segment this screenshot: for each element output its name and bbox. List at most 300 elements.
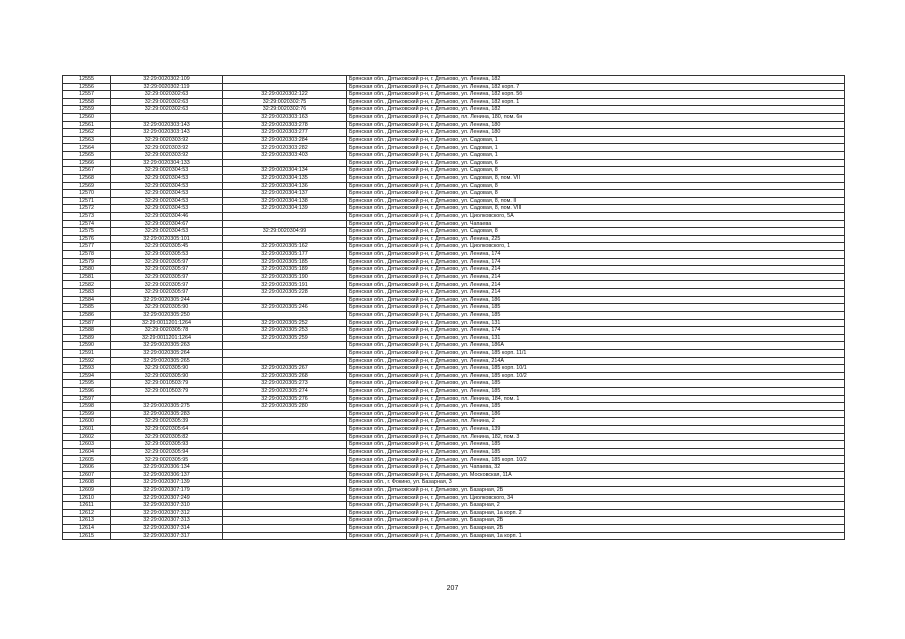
table-row xyxy=(63,334,845,342)
table-row xyxy=(63,136,845,144)
object-cadastral-number-cell: 32:29:0020305:274 xyxy=(223,387,347,395)
object-cadastral-number-cell: 32:29:0020302:122 xyxy=(223,91,347,99)
address-cell: Брянская обл., Дятьковский р-н, г. Дятьково, ул. Ленина, 186А xyxy=(347,342,845,350)
row-number-cell: 12582 xyxy=(63,281,111,289)
row-number-cell: 12601 xyxy=(63,426,111,434)
table-row xyxy=(63,349,845,357)
address-cell: Брянская обл., Дятьковский р-н, г. Дятьково, ул. Ленина, 185 xyxy=(347,441,845,449)
table-row xyxy=(63,357,845,365)
object-cadastral-number-cell: 32:29:0020305:273 xyxy=(223,380,347,388)
table-row xyxy=(63,426,845,434)
row-number-cell: 12575 xyxy=(63,228,111,236)
row-number-cell: 12599 xyxy=(63,410,111,418)
row-number-cell: 12559 xyxy=(63,106,111,114)
address-cell: Брянская обл., Дятьковский р-н, г. Дятьково, ул. Ленина, 174 xyxy=(347,258,845,266)
address-cell: Брянская обл., Дятьковский р-н, г. Дятьково, ул. Чапаева, 32 xyxy=(347,464,845,472)
table-row xyxy=(63,182,845,190)
cadastral-number-cell: 32:29:0020305:93 xyxy=(111,441,223,449)
object-cadastral-number-cell: 32:29:0020303:278 xyxy=(223,121,347,129)
row-number-cell: 12555 xyxy=(63,76,111,84)
address-cell: Брянская обл., Дятьковский р-н, г. Дятьково, ул. Ленина, 185 xyxy=(347,380,845,388)
table-row xyxy=(63,304,845,312)
cadastral-number-cell: 32:29:0020305:265 xyxy=(111,357,223,365)
table-row xyxy=(63,494,845,502)
object-cadastral-number-cell xyxy=(223,448,347,456)
row-number-cell: 12570 xyxy=(63,190,111,198)
object-cadastral-number-cell: 32:29:0020305:228 xyxy=(223,289,347,297)
row-number-cell: 12576 xyxy=(63,235,111,243)
table-row xyxy=(63,311,845,319)
address-cell: Брянская обл., Дятьковский р-н, г. Дятьково, ул. Садовая, 6 xyxy=(347,159,845,167)
cadastral-number-cell: 32:29:0020303:92 xyxy=(111,136,223,144)
row-number-cell: 12605 xyxy=(63,456,111,464)
object-cadastral-number-cell: 32:29:0020305:185 xyxy=(223,258,347,266)
row-number-cell: 12561 xyxy=(63,121,111,129)
cadastral-number-cell: 32:29:0020304:46 xyxy=(111,212,223,220)
table-row xyxy=(63,121,845,129)
object-cadastral-number-cell xyxy=(223,83,347,91)
table-row xyxy=(63,144,845,152)
cadastral-number-cell: 32:29:0020302:119 xyxy=(111,83,223,91)
address-cell: Брянская обл., Дятьковский р-н, г. Дятьково, ул. Базарная, 2Б xyxy=(347,517,845,525)
table-row xyxy=(63,258,845,266)
row-number-cell: 12563 xyxy=(63,136,111,144)
address-cell: Брянская обл., Дятьковский р-н, г. Дятьково, ул. Ленина, 131 xyxy=(347,334,845,342)
object-cadastral-number-cell: 32:29:0020303:282 xyxy=(223,144,347,152)
table-row xyxy=(63,433,845,441)
object-cadastral-number-cell xyxy=(223,76,347,84)
address-cell: Брянская обл., Дятьковский р-н, г. Дятьково, ул. Ленина, 185 корп. 10/1 xyxy=(347,365,845,373)
table-row xyxy=(63,464,845,472)
table-row xyxy=(63,220,845,228)
address-cell: Брянская обл., Дятьковский р-н, г. Дятьково, ул. Ленина, 182 корп. 1 xyxy=(347,98,845,106)
row-number-cell: 12611 xyxy=(63,502,111,510)
cadastral-number-cell: 32:29:0020304:53 xyxy=(111,205,223,213)
address-cell: Брянская обл., Дятьковский р-н, г. Дятьково, ул. Ленина, 182 xyxy=(347,106,845,114)
row-number-cell: 12567 xyxy=(63,167,111,175)
cadastral-number-cell: 32:29:0020305:95 xyxy=(111,456,223,464)
row-number-cell: 12588 xyxy=(63,327,111,335)
address-cell: Брянская обл., Дятьковский р-н, г. Дятьково, ул. Базарная, 2Б xyxy=(347,524,845,532)
object-cadastral-number-cell xyxy=(223,418,347,426)
row-number-cell: 12593 xyxy=(63,365,111,373)
cadastral-number-cell: 32:29:0020307:313 xyxy=(111,517,223,525)
table-row xyxy=(63,76,845,84)
cadastral-number-cell: 32:29:0020304:53 xyxy=(111,197,223,205)
cadastral-number-cell: 32:29:0020307:310 xyxy=(111,502,223,510)
cadastral-number-cell: 32:29:0020303:92 xyxy=(111,144,223,152)
object-cadastral-number-cell xyxy=(223,220,347,228)
object-cadastral-number-cell xyxy=(223,502,347,510)
object-cadastral-number-cell xyxy=(223,433,347,441)
cadastral-number-cell: 32:29:0011201:1264 xyxy=(111,319,223,327)
table-row xyxy=(63,289,845,297)
cadastral-number-cell: 32:29:0020303:143 xyxy=(111,121,223,129)
table-row xyxy=(63,441,845,449)
cadastral-number-cell: 32:29:0020302:63 xyxy=(111,91,223,99)
cadastral-number-cell: 32:29:0020305:97 xyxy=(111,289,223,297)
address-cell: Брянская обл., Дятьковский р-н, г. Дятьково, ул. Ленина, 214 xyxy=(347,281,845,289)
address-cell: Брянская обл., Дятьковский р-н, г. Дятьково, ул. Ленина, 182 xyxy=(347,76,845,84)
table-row xyxy=(63,372,845,380)
row-number-cell: 12578 xyxy=(63,251,111,259)
table-row xyxy=(63,281,845,289)
row-number-cell: 12584 xyxy=(63,296,111,304)
object-cadastral-number-cell: 32:29:0020305:259 xyxy=(223,334,347,342)
address-cell: Брянская обл., Дятьковский р-н, г. Дятьково, ул. Ленина, 214 xyxy=(347,289,845,297)
object-cadastral-number-cell: 32:29:0020305:267 xyxy=(223,365,347,373)
row-number-cell: 12606 xyxy=(63,464,111,472)
cadastral-number-cell: 32:29:0020303:143 xyxy=(111,129,223,137)
address-cell: Брянская обл., Дятьковский р-н, г. Дятьково, ул. Базарная, 1а корп. 1 xyxy=(347,532,845,540)
address-cell: Брянская обл., Дятьковский р-н, г. Дятьково, ул. Базарная, 1а корп. 2 xyxy=(347,509,845,517)
object-cadastral-number-cell xyxy=(223,524,347,532)
row-number-cell: 12564 xyxy=(63,144,111,152)
object-cadastral-number-cell: 32:29:0020304:137 xyxy=(223,190,347,198)
row-number-cell: 12583 xyxy=(63,289,111,297)
object-cadastral-number-cell: 32:29:0020305:246 xyxy=(223,304,347,312)
cadastral-number-cell: 32:29:0020305:97 xyxy=(111,281,223,289)
address-cell: Брянская обл., Дятьковский р-н, г. Дятьково, пл. Ленина, 180, пом. 6н xyxy=(347,114,845,122)
cadastral-number-cell: 32:29:0020304:133 xyxy=(111,159,223,167)
cadastral-number-cell: 32:29:0020305:45 xyxy=(111,243,223,251)
cadastral-number-cell: 32:29:0020305:101 xyxy=(111,235,223,243)
cadastral-number-cell: 32:29:0020305:94 xyxy=(111,448,223,456)
table-row xyxy=(63,205,845,213)
address-cell: Брянская обл., Дятьковский р-н, г. Дятьково, ул. Ленина, 174 xyxy=(347,251,845,259)
cadastral-number-cell: 32:29:0020305:53 xyxy=(111,251,223,259)
cadastral-number-cell: 32:29:0020305:275 xyxy=(111,403,223,411)
table-row xyxy=(63,380,845,388)
row-number-cell: 12591 xyxy=(63,349,111,357)
object-cadastral-number-cell: 32:29:0020304:138 xyxy=(223,197,347,205)
cadastral-number-cell: 32:29:0020305:283 xyxy=(111,410,223,418)
table-row xyxy=(63,98,845,106)
table-row xyxy=(63,509,845,517)
table-row xyxy=(63,190,845,198)
address-cell: Брянская обл., Дятьковский р-н, г. Дятьково, ул. Ленина, 180 xyxy=(347,121,845,129)
row-number-cell: 12573 xyxy=(63,212,111,220)
row-number-cell: 12602 xyxy=(63,433,111,441)
address-cell: Брянская обл., Дятьковский р-н, г. Дятьково, ул. Садовая, 8 xyxy=(347,182,845,190)
row-number-cell: 12615 xyxy=(63,532,111,540)
table-row xyxy=(63,418,845,426)
object-cadastral-number-cell xyxy=(223,212,347,220)
cadastral-number-cell: 32:29:0020305:244 xyxy=(111,296,223,304)
row-number-cell: 12566 xyxy=(63,159,111,167)
object-cadastral-number-cell: 32:29:0020304:135 xyxy=(223,174,347,182)
table-row xyxy=(63,159,845,167)
table-row xyxy=(63,243,845,251)
cadastral-number-cell: 32:29:0020305:263 xyxy=(111,342,223,350)
cadastral-number-cell: 32:29:0020305:90 xyxy=(111,372,223,380)
row-number-cell: 12587 xyxy=(63,319,111,327)
cadastral-number-cell: 32:29:0020307:312 xyxy=(111,509,223,517)
table-row xyxy=(63,486,845,494)
address-cell: Брянская обл., Дятьковский р-н, г. Дятьково, пл. Ленина, 2 xyxy=(347,418,845,426)
row-number-cell: 12594 xyxy=(63,372,111,380)
table-row xyxy=(63,91,845,99)
object-cadastral-number-cell: 32:29:0020303:284 xyxy=(223,136,347,144)
row-number-cell: 12574 xyxy=(63,220,111,228)
table-body xyxy=(63,76,845,540)
table-row xyxy=(63,403,845,411)
cadastral-number-cell: 32:29:0020305:82 xyxy=(111,433,223,441)
object-cadastral-number-cell xyxy=(223,342,347,350)
table-row xyxy=(63,228,845,236)
object-cadastral-number-cell: 32:29:0020304:99 xyxy=(223,228,347,236)
table-row xyxy=(63,167,845,175)
address-cell: Брянская обл., Дятьковский р-н, г. Дятьково, ул. Садовая, 8 xyxy=(347,167,845,175)
row-number-cell: 12597 xyxy=(63,395,111,403)
object-cadastral-number-cell xyxy=(223,410,347,418)
cadastral-number-cell: 32:29:0020303:92 xyxy=(111,152,223,160)
table-row xyxy=(63,106,845,114)
cadastral-number-cell: 32:29:0010503:79 xyxy=(111,387,223,395)
table-row xyxy=(63,365,845,373)
address-cell: Брянская обл., Дятьковский р-н, г. Дятьково, ул. Ленина, 225 xyxy=(347,235,845,243)
object-cadastral-number-cell xyxy=(223,517,347,525)
cadastral-number-cell: 32:29:0010503:79 xyxy=(111,380,223,388)
address-cell: Брянская обл., Дятьковский р-н, г. Дятьково, ул. Ленина, 185 корп. 10/2 xyxy=(347,372,845,380)
table-row xyxy=(63,471,845,479)
cadastral-number-cell: 32:29:0020307:317 xyxy=(111,532,223,540)
address-cell: Брянская обл., Дятьковский р-н, г. Дятьково, ул. Садовая, 8, пом. VIII xyxy=(347,205,845,213)
row-number-cell: 12560 xyxy=(63,114,111,122)
address-cell: Брянская обл., Дятьковский р-н, г. Дятьково, ул. Ленина, 214А xyxy=(347,357,845,365)
address-cell: Брянская обл., Дятьковский р-н, г. Дятьково, ул. Ленина, 182 корп. 5б xyxy=(347,91,845,99)
object-cadastral-number-cell: 32:29:0020303:277 xyxy=(223,129,347,137)
cadastral-number-cell: 32:29:0020302:109 xyxy=(111,76,223,84)
address-cell: Брянская обл., Дятьковский р-н, г. Дятьково, ул. Садовая, 1 xyxy=(347,152,845,160)
row-number-cell: 12608 xyxy=(63,479,111,487)
object-cadastral-number-cell: 32:29:0020304:139 xyxy=(223,205,347,213)
cadastral-number-cell: 32:29:0020304:53 xyxy=(111,228,223,236)
table-row xyxy=(63,448,845,456)
row-number-cell: 12590 xyxy=(63,342,111,350)
object-cadastral-number-cell xyxy=(223,235,347,243)
row-number-cell: 12592 xyxy=(63,357,111,365)
row-number-cell: 12612 xyxy=(63,509,111,517)
row-number-cell: 12558 xyxy=(63,98,111,106)
table-row xyxy=(63,235,845,243)
row-number-cell: 12581 xyxy=(63,273,111,281)
cadastral-number-cell: 32:29:0020305:90 xyxy=(111,304,223,312)
address-cell: Брянская обл., Дятьковский р-н, г. Дятьково, ул. Московская, 11А xyxy=(347,471,845,479)
table-row xyxy=(63,479,845,487)
row-number-cell: 12613 xyxy=(63,517,111,525)
object-cadastral-number-cell: 32:29:0020305:190 xyxy=(223,273,347,281)
row-number-cell: 12580 xyxy=(63,266,111,274)
address-cell: Брянская обл., Дятьковский р-н, г. Дятьково, ул. Ленина, 185 xyxy=(347,403,845,411)
cadastral-number-cell xyxy=(111,395,223,403)
address-cell: Брянская обл., Дятьковский р-н, г. Дятьково, ул. Чапаева xyxy=(347,220,845,228)
address-cell: Брянская обл., Дятьковский р-н, г. Дятьково, ул. Садовая, 1 xyxy=(347,136,845,144)
cadastral-number-cell: 32:29:0020307:314 xyxy=(111,524,223,532)
address-cell: Брянская обл., Дятьковский р-н, г. Дятьково, ул. Садовая, 8 xyxy=(347,228,845,236)
address-cell: Брянская обл., Дятьковский р-н, г. Дятьково, ул. Ленина, 185 xyxy=(347,448,845,456)
address-cell: Брянская обл., Дятьковский р-н, г. Дятьково, пл. Ленина, 182, пом. 3 xyxy=(347,433,845,441)
cadastral-number-cell: 32:29:0020305:97 xyxy=(111,273,223,281)
cadastral-number-cell: 32:29:0020305:97 xyxy=(111,266,223,274)
object-cadastral-number-cell xyxy=(223,441,347,449)
object-cadastral-number-cell: 32:29:0020305:280 xyxy=(223,403,347,411)
table-row xyxy=(63,114,845,122)
cadastral-number-cell: 32:29:0020305:90 xyxy=(111,365,223,373)
table-row xyxy=(63,197,845,205)
row-number-cell: 12562 xyxy=(63,129,111,137)
row-number-cell: 12579 xyxy=(63,258,111,266)
cadastral-number-cell: 32:29:0020306:137 xyxy=(111,471,223,479)
cadastral-number-cell: 32:29:0020305:78 xyxy=(111,327,223,335)
address-cell: Брянская обл., Дятьковский р-н, г. Дятьково, ул. Ленина, 131 xyxy=(347,319,845,327)
table-row xyxy=(63,296,845,304)
object-cadastral-number-cell xyxy=(223,464,347,472)
row-number-cell: 12568 xyxy=(63,174,111,182)
address-cell: Брянская обл., Дятьковский р-н, г. Дятьково, ул. Ленина, 182 корп. 7 xyxy=(347,83,845,91)
row-number-cell: 12598 xyxy=(63,403,111,411)
row-number-cell: 12571 xyxy=(63,197,111,205)
row-number-cell: 12607 xyxy=(63,471,111,479)
object-cadastral-number-cell xyxy=(223,479,347,487)
table-row xyxy=(63,387,845,395)
object-cadastral-number-cell: 32:29:0020303:163 xyxy=(223,114,347,122)
object-cadastral-number-cell xyxy=(223,349,347,357)
object-cadastral-number-cell: 32:29:0020305:268 xyxy=(223,372,347,380)
row-number-cell: 12609 xyxy=(63,486,111,494)
cadastral-number-cell: 32:29:0011201:1264 xyxy=(111,334,223,342)
cadastral-number-cell: 32:29:0020305:39 xyxy=(111,418,223,426)
row-number-cell: 12596 xyxy=(63,387,111,395)
object-cadastral-number-cell: 32:29:0020305:191 xyxy=(223,281,347,289)
address-cell: Брянская обл., Дятьковский р-н, г. Дятьково, ул. Циолковского, 1 xyxy=(347,243,845,251)
row-number-cell: 12600 xyxy=(63,418,111,426)
row-number-cell: 12585 xyxy=(63,304,111,312)
row-number-cell: 12614 xyxy=(63,524,111,532)
cadastral-number-cell: 32:29:0020307:179 xyxy=(111,486,223,494)
cadastral-number-cell: 32:29:0020304:53 xyxy=(111,174,223,182)
cadastral-number-cell: 32:29:0020304:53 xyxy=(111,182,223,190)
page-number: 207 xyxy=(446,585,459,592)
cadastral-number-cell: 32:29:0020305:97 xyxy=(111,258,223,266)
address-cell: Брянская обл., Дятьковский р-н, г. Дятьково, ул. Ленина, 185 корп. 10/2 xyxy=(347,456,845,464)
address-cell: Брянская обл., Дятьковский р-н, г. Дятьково, ул. Ленина, 186 xyxy=(347,410,845,418)
object-cadastral-number-cell xyxy=(223,456,347,464)
cadastral-number-cell: 32:29:0020307:249 xyxy=(111,494,223,502)
address-cell: Брянская обл., Дятьковский р-н, г. Дятьково, ул. Ленина, 185 корп. 11/1 xyxy=(347,349,845,357)
object-cadastral-number-cell xyxy=(223,311,347,319)
address-cell: Брянская обл., Дятьковский р-н, г. Дятьково, ул. Ленина, 139 xyxy=(347,426,845,434)
cadastral-number-cell: 32:29:0020305:250 xyxy=(111,311,223,319)
object-cadastral-number-cell: 32:29:0020305:252 xyxy=(223,319,347,327)
table-row xyxy=(63,456,845,464)
row-number-cell: 12556 xyxy=(63,83,111,91)
object-cadastral-number-cell: 32:29:0020305:177 xyxy=(223,251,347,259)
object-cadastral-number-cell: 32:29:0020303:403 xyxy=(223,152,347,160)
cadastral-number-cell: 32:29:0020305:264 xyxy=(111,349,223,357)
object-cadastral-number-cell: 32:29:0020304:134 xyxy=(223,167,347,175)
table-row xyxy=(63,319,845,327)
table-row xyxy=(63,266,845,274)
cadastral-number-cell: 32:29:0020305:64 xyxy=(111,426,223,434)
object-cadastral-number-cell: 32:29:0020302:76 xyxy=(223,106,347,114)
table-row xyxy=(63,174,845,182)
object-cadastral-number-cell: 32:29:0020305:253 xyxy=(223,327,347,335)
table-row xyxy=(63,502,845,510)
cadastral-number-cell: 32:29:0020304:67 xyxy=(111,220,223,228)
address-cell: Брянская обл., Дятьковский р-н, г. Дятьково, ул. Ленина, 214 xyxy=(347,266,845,274)
table-row xyxy=(63,342,845,350)
address-cell: Брянская обл., Дятьковский р-н, г. Дятьково, ул. Ленина, 185 xyxy=(347,304,845,312)
address-cell: Брянская обл., Дятьковский р-н, г. Дятьково, ул. Ленина, 214 xyxy=(347,273,845,281)
address-cell: Брянская обл., Дятьковский р-н, г. Дятьково, ул. Садовая, 1 xyxy=(347,144,845,152)
object-cadastral-number-cell: 32:29:0020305:189 xyxy=(223,266,347,274)
object-cadastral-number-cell xyxy=(223,494,347,502)
cadastral-number-cell: 32:29:0020304:53 xyxy=(111,190,223,198)
object-cadastral-number-cell: 32:29:0020305:162 xyxy=(223,243,347,251)
row-number-cell: 12603 xyxy=(63,441,111,449)
table-row xyxy=(63,327,845,335)
table-row xyxy=(63,410,845,418)
row-number-cell: 12557 xyxy=(63,91,111,99)
table-row xyxy=(63,524,845,532)
table-row xyxy=(63,212,845,220)
address-cell: Брянская обл., Дятьковский р-н, г. Дятьково, ул. Ленина, 185 xyxy=(347,311,845,319)
cadastral-number-cell: 32:29:0020304:53 xyxy=(111,167,223,175)
object-cadastral-number-cell xyxy=(223,471,347,479)
address-cell: Брянская обл., Дятьковский р-н, г. Дятьково, ул. Ленина, 180 xyxy=(347,129,845,137)
address-cell: Брянская обл., Дятьковский р-н, г. Дятьково, ул. Садовая, 8 xyxy=(347,190,845,198)
property-register-table xyxy=(62,75,845,540)
row-number-cell: 12604 xyxy=(63,448,111,456)
address-cell: Брянская обл., Дятьковский р-н, г. Дятьково, ул. Ленина, 186 xyxy=(347,296,845,304)
address-cell: Брянская обл., Дятьковский р-н, г. Дятьково, ул. Ленина, 174 xyxy=(347,327,845,335)
object-cadastral-number-cell xyxy=(223,509,347,517)
row-number-cell: 12577 xyxy=(63,243,111,251)
cadastral-number-cell: 32:29:0020302:63 xyxy=(111,106,223,114)
object-cadastral-number-cell xyxy=(223,296,347,304)
cadastral-number-cell: 32:29:0020302:63 xyxy=(111,98,223,106)
object-cadastral-number-cell xyxy=(223,426,347,434)
address-cell: Брянская обл., Дятьковский р-н, г. Дятьково, ул. Циолковского, 5А xyxy=(347,212,845,220)
table-row xyxy=(63,532,845,540)
object-cadastral-number-cell xyxy=(223,532,347,540)
cadastral-number-cell xyxy=(111,114,223,122)
object-cadastral-number-cell xyxy=(223,159,347,167)
table-row xyxy=(63,152,845,160)
table-row xyxy=(63,129,845,137)
object-cadastral-number-cell xyxy=(223,357,347,365)
address-cell: Брянская обл., Дятьковский р-н, г. Дятьково, ул. Садовая, 8, пом. VII xyxy=(347,174,845,182)
address-cell: Брянская обл., Дятьковский р-н, г. Дятьково, ул. Садовая, 8, пом. II xyxy=(347,197,845,205)
object-cadastral-number-cell: 32:29:0020304:136 xyxy=(223,182,347,190)
address-cell: Брянская обл., Дятьковский р-н, г. Дятьково, ул. Циолковского, 34 xyxy=(347,494,845,502)
table-row xyxy=(63,83,845,91)
row-number-cell: 12586 xyxy=(63,311,111,319)
row-number-cell: 12595 xyxy=(63,380,111,388)
cadastral-number-cell: 32:29:0020306:134 xyxy=(111,464,223,472)
row-number-cell: 12572 xyxy=(63,205,111,213)
table-row xyxy=(63,273,845,281)
object-cadastral-number-cell: 32:29:0020302:75 xyxy=(223,98,347,106)
row-number-cell: 12610 xyxy=(63,494,111,502)
row-number-cell: 12565 xyxy=(63,152,111,160)
table-row xyxy=(63,517,845,525)
address-cell: Брянская обл., Дятьковский р-н, г. Дятьково, ул. Ленина, 185 xyxy=(347,387,845,395)
address-cell: Брянская обл., Дятьковский р-н, г. Дятьково, пл. Ленина, 184, пом. 1 xyxy=(347,395,845,403)
object-cadastral-number-cell xyxy=(223,486,347,494)
row-number-cell: 12589 xyxy=(63,334,111,342)
